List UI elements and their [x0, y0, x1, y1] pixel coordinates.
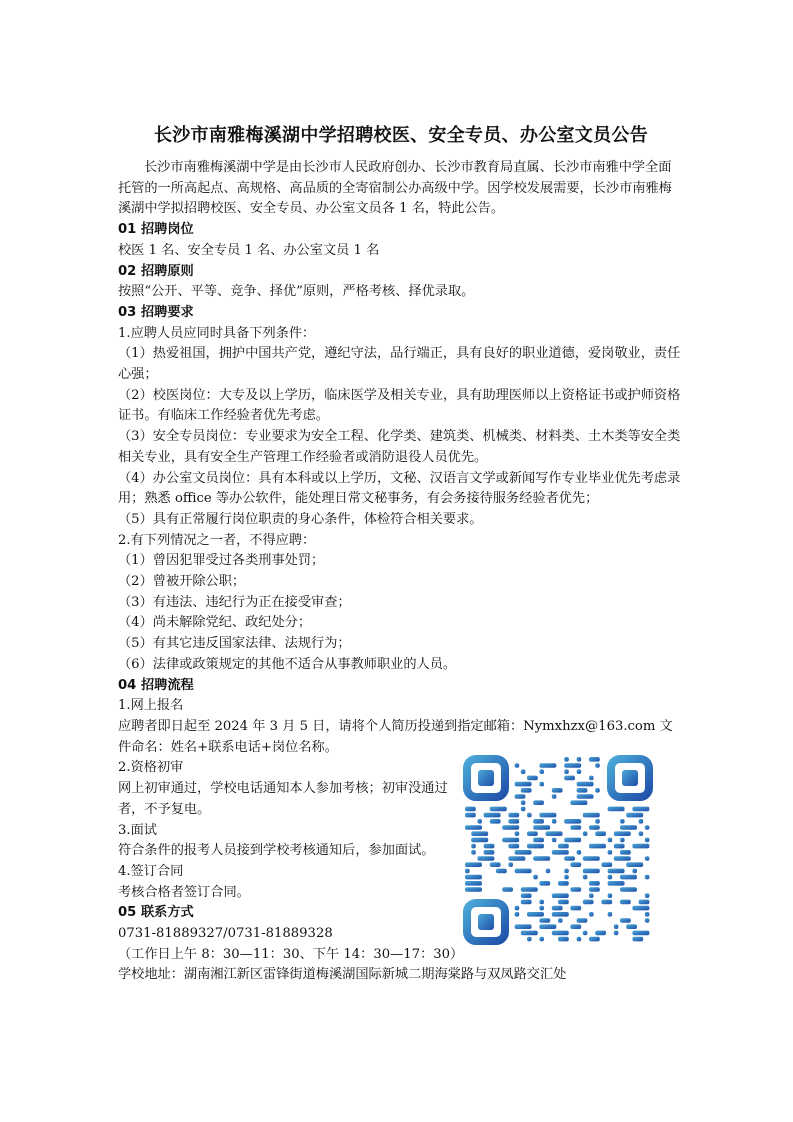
registration-text: 应聘者即日起至 2024 年 3 月 5 日，请将个人简历投递到指定邮箱：Nymxhzx@163.com 文件命名：姓名+联系电话+岗位名称。 [118, 718, 673, 755]
section-heading-contact: 05 联系方式 [118, 905, 194, 921]
interview-text: 符合条件的报考人员接到学校考核通知后，参加面试。 [118, 843, 435, 859]
intro-paragraph: 长沙市南雅梅溪湖中学是由长沙市人民政府创办、长沙市教育局直属、长沙市南雅中学全面托管的一所高起点、高规格、高品质的全寄宿制公办高级中学。因学校发展需要，长沙市南雅梅溪湖中学拟招聘校医、安全专员、办公室文员各 1 名，特此公告。 [118, 160, 672, 217]
contact-phone: 0731-81889327/0731-81889328 [118, 926, 333, 942]
section-heading-principles: 02 招聘原则 [118, 263, 194, 279]
section-heading-process: 04 招聘流程 [118, 677, 194, 693]
exclusion-item: （4）尚未解除党纪、政纪处分； [118, 615, 312, 631]
requirement-item: （2）校医岗位：大专及以上学历，临床医学及相关专业，具有助理医师以上资格证书或护师资格证书。有临床工作经验者优先考虑。 [118, 387, 681, 424]
process-step-title: 2.资格初审 [118, 760, 184, 776]
principles-text: 按照“公开、平等、竞争、择优”原则，严格考核、择优录取。 [118, 284, 475, 300]
requirement-item: （3）安全专员岗位：专业要求为安全工程、化学类、建筑类、机械类、材料类、土木类等安全类相关专业，具有安全生产管理工作经验者或消防退役人员优先。 [118, 429, 681, 465]
process-step-title: 3.面试 [118, 822, 157, 838]
contract-text: 考核合格者签订合同。 [118, 884, 250, 900]
positions-text: 校医 1 名、安全专员 1 名、办公室文员 1 名 [118, 242, 380, 258]
requirements-intro: 1.应聘人员应同时具备下列条件： [118, 325, 316, 341]
exclusion-item: （1）曾因犯罪受过各类刑事处罚； [118, 553, 325, 569]
exclusion-item: （5）有其它违反国家法律、法规行为； [118, 636, 351, 652]
section-heading-requirements: 03 招聘要求 [118, 304, 194, 320]
exclusions-intro: 2.有下列情况之一者，不得应聘： [118, 532, 316, 548]
section-heading-positions: 01 招聘岗位 [118, 222, 194, 238]
exclusion-item: （2）曾被开除公职； [118, 574, 246, 590]
process-steps [118, 758, 464, 965]
requirement-item: （5）具有正常履行岗位职责的身心条件，体检符合相关要求。 [118, 511, 483, 527]
process-step-title: 1.网上报名 [118, 698, 184, 714]
requirement-item: （1）热爱祖国，拥护中国共产党，遵纪守法，品行端正，具有良好的职业道德，爱岗敬业，责任心强； [118, 346, 681, 383]
exclusion-item: （3）有违法、违纪行为正在接受审查； [118, 594, 351, 610]
process-step-title: 4.签订合同 [118, 863, 184, 879]
notice-title: 长沙市南雅梅溪湖中学招聘校医、安全专员、办公室文员公告 [153, 125, 649, 146]
school-address: 学校地址：湖南湘江新区雷锋街道梅溪湖国际新城二期海棠路与双凤路交汇处 [118, 967, 567, 983]
exclusion-item: （6）法律或政策规定的其他不适合从事教师职业的人员。 [118, 656, 457, 672]
office-hours: （工作日上午 8：30—11：30、下午 14：30—17：30） [118, 946, 464, 962]
requirement-item: （4）办公室文员岗位：具有本科或以上学历，文秘、汉语言文学或新闻写作专业毕业优先考虑录用；熟悉 office 等办公软件，能处理日常文秘事务，有会务接待服务经验者优先； [118, 470, 681, 507]
qr-code-icon[interactable] [463, 755, 653, 945]
screening-text: 网上初审通过，学校电话通知本人参加考核；初审没通过者，不予复电。 [118, 781, 448, 817]
